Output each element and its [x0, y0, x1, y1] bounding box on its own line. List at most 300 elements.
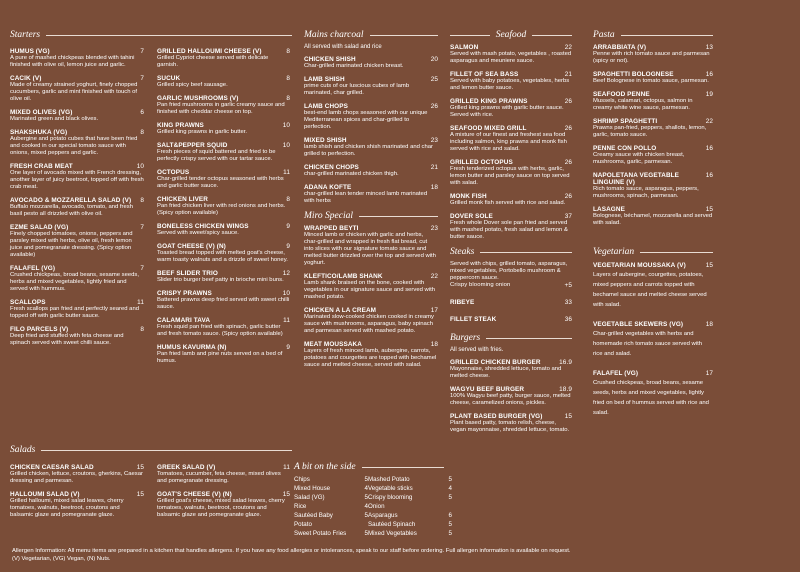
steaks-title: Steaks: [450, 247, 475, 257]
item-price: 18.9: [559, 386, 572, 393]
menu-item: [157, 344, 290, 365]
burgers-title: Burgers: [450, 333, 481, 343]
item-name: LASAGNE: [593, 206, 625, 213]
item-description: Grilled king prawns with garlic butter sauce. Served with rice.: [450, 105, 564, 118]
menu-item-row: [157, 122, 290, 129]
menu-item-row: [157, 169, 290, 176]
item-description: Grilled spicy beef sausage.: [157, 82, 228, 88]
item-price: 26: [430, 103, 438, 110]
item-price: 8: [140, 197, 144, 204]
item-name: FALAFEL (VG): [593, 370, 639, 377]
menu-item-row: [10, 163, 144, 170]
item-price: 26: [564, 159, 572, 166]
menu-item: [304, 76, 438, 97]
item-name: SCALLOPS: [10, 299, 46, 306]
menu-item-row: [304, 225, 438, 232]
side-item-price: 4: [364, 503, 368, 510]
menu-item-row: [304, 137, 438, 144]
menu-item: [157, 243, 290, 264]
item-name: GRILLED HALLOUMI CHEESE (V): [157, 48, 262, 55]
menu-item: [450, 299, 572, 306]
item-name: GARLIC MUSHROOMS (V): [157, 95, 239, 102]
menu-item-row: [450, 386, 572, 393]
menu-item: [10, 75, 144, 103]
menu-item: [593, 91, 713, 112]
menu-item-row: [10, 326, 144, 333]
item-name: MIXED SHISH: [304, 137, 347, 144]
item-price: 22: [430, 273, 438, 280]
item-price: 6: [140, 109, 144, 116]
menu-item: [10, 326, 144, 347]
salads-title: Salads: [10, 445, 36, 455]
item-price: 36: [564, 316, 572, 323]
item-description: Char-grilled marinated chicken breast.: [304, 63, 404, 69]
item-name: GRILLED OCTOPUS: [450, 159, 513, 166]
item-description: Char-grilled vegetables with herbs and homemade rich tomato sauce served with rice and salad.: [593, 331, 703, 357]
menu-item: [304, 307, 438, 335]
item-name: OCTOPUS: [157, 169, 190, 176]
item-description: Lamb shank braised on the bone, cooked with vegetables in our signature sauce and served with mashed potato.: [304, 280, 435, 300]
item-name: SALMON: [450, 44, 479, 51]
item-description: Char-grilled tender octopus seasoned with herbs and garlic butter sauce.: [157, 176, 284, 189]
item-description: Finely chopped tomatoes, onions, peppers and parsley mixed with herbs, olive oil, fresh lemon juice and pomegranate dressing. (Spicy option available): [10, 231, 133, 258]
item-name: SUCUK: [157, 75, 181, 82]
item-name: CHICKEN CHOPS: [304, 164, 359, 171]
item-name: CHICKEN A LA CREAM: [304, 307, 377, 314]
item-price: 7: [140, 75, 144, 82]
item-description: best-end lamb chops seasoned with our unique Mediterranean spices and char-grilled to perfection.: [304, 110, 428, 130]
item-description: Slider trio burger beef patty in brioche mini buns.: [157, 277, 284, 283]
item-name: SHRIMP SPAGHETTI: [593, 118, 658, 125]
item-description: Grilled Cypriot cheese served with delicate garnish.: [157, 55, 269, 68]
side-item-price: 5: [364, 494, 368, 501]
menu-item-row: [593, 369, 713, 378]
item-name: BONELESS CHICKEN WINGS: [157, 223, 249, 230]
item-price: 16: [705, 71, 713, 78]
side-item-name: Sweet Potato Fries: [294, 530, 347, 537]
item-description: 100% Wagyu beef patty, burger sauce, melted cheese, caramelized onions, pickles.: [450, 393, 571, 406]
menu-item-row: [450, 299, 572, 306]
menu-item: [157, 75, 290, 89]
item-description: Toasted bread topped with melted goat's cheese, warm toasty walnuts and a drizzle of sweet honey.: [157, 250, 288, 263]
pasta-title: Pasta: [593, 30, 615, 40]
menu-item: [304, 341, 438, 369]
side-item-price: 5: [364, 512, 368, 519]
vegetarian-title: Vegetarian: [593, 247, 635, 257]
item-description: Marinated slow-cooked chicken cooked in creamy sauce with mushrooms, asparagus, baby spinach and parmesan served with mashed potato.: [304, 314, 434, 334]
side-item-price: 5: [448, 476, 452, 483]
item-name: HUMUS (VG): [10, 48, 50, 55]
menu-item-row: [304, 273, 438, 280]
side-list: [294, 476, 452, 537]
menu-item: [450, 413, 572, 434]
side-item-name: Salad (VG): [294, 494, 325, 501]
item-name: GOAT CHEESE (V) (N): [157, 243, 226, 250]
menu-item-row: [304, 341, 438, 348]
menu-item-row: [450, 316, 572, 323]
item-name: LAMB CHOPS: [304, 103, 348, 110]
menu-item-row: [304, 184, 438, 191]
menu-item-row: [10, 109, 144, 116]
item-name: KLEFTICO/LAMB SHANK: [304, 273, 383, 280]
item-price: 10: [282, 122, 290, 129]
item-name: SPAGHETTI BOLOGNESE: [593, 71, 674, 78]
menu-item-row: [10, 491, 144, 498]
side-item-price: 5: [448, 494, 452, 501]
menu-item-row: [10, 265, 144, 272]
side-item-name: Sautéed Baby: [294, 512, 333, 519]
item-description: Buffalo mozzarella, avocado, tomato, and fresh basil pesto all drizzled with olive oil.: [10, 204, 134, 217]
item-name: BEEF SLIDER TRIO: [157, 270, 218, 277]
item-name: ADANA KOFTE: [304, 184, 352, 191]
menu-item-row: [450, 125, 572, 132]
item-price: 20: [430, 56, 438, 63]
item-price: 8: [140, 129, 144, 136]
menu-item: [304, 103, 438, 131]
menu-item-row: [10, 129, 144, 136]
menu-item: [157, 95, 290, 116]
item-price: 11: [283, 464, 290, 471]
menu-item: [304, 56, 438, 70]
burgers-note: All served with fries.: [450, 347, 504, 353]
seafood-section: [450, 30, 572, 440]
item-price: 22: [564, 44, 572, 51]
menu-item: [593, 206, 713, 227]
side-item-price: 6: [448, 512, 452, 519]
side-item-price: 5: [364, 530, 368, 537]
item-name: FALAFEL (VG): [10, 265, 56, 272]
item-description: Served with sweet/spicy sauce.: [157, 230, 239, 236]
item-description: char-grilled lean tender minced lamb marinated with herbs: [304, 191, 428, 204]
menu-item-row: [157, 142, 290, 149]
item-name: SALT&PEPPER SQUID: [157, 142, 228, 149]
menu-item-row: [304, 76, 438, 83]
side-item-name: Sautéed Spinach: [368, 521, 416, 528]
menu-item: [157, 196, 290, 217]
menu-item-row: [157, 491, 290, 498]
steaks-extra: Crispy blooming onion +5: [450, 282, 572, 289]
menu-item: [450, 159, 572, 187]
menu-item-row: [10, 75, 144, 82]
item-price: 15: [282, 491, 290, 498]
item-price: 11: [283, 169, 290, 176]
menu-item-row: [593, 206, 713, 213]
item-description: Crushed chickpeas, broad beans, sesame seeds, herbs and mixed vegetables, lightly fried on bed of hummus served with rice and salad.: [593, 380, 709, 416]
item-name: SHAKSHUKA (VG): [10, 129, 68, 136]
item-name: GOAT'S CHEESE (V) (N): [157, 491, 232, 498]
item-name: LAMB SHISH: [304, 76, 345, 83]
item-description: Bolognese, béchamel, mozzarella and served with salad.: [593, 213, 713, 226]
pasta-section: [593, 30, 713, 428]
menu-item: [593, 320, 713, 359]
item-name: CHICKEN CAESAR SALAD: [10, 464, 94, 471]
item-price: 15: [705, 206, 713, 213]
item-name: PLANT BASED BURGER (VG): [450, 413, 543, 420]
item-price: 15: [705, 262, 713, 269]
menu-item: [10, 299, 144, 320]
item-name: HUMUS KAVURMA (N): [157, 344, 227, 351]
item-price: 23: [430, 137, 438, 144]
item-price: 9: [286, 243, 290, 250]
menu-item-row: [157, 243, 290, 250]
salads-section: [10, 445, 292, 459]
item-price: 23: [430, 225, 438, 232]
menu-item: [157, 464, 290, 485]
item-name: EZME SALAD (VG): [10, 224, 69, 231]
menu-item-row: [593, 71, 713, 78]
menu-item: [10, 464, 144, 485]
item-price: 9: [286, 344, 290, 351]
side-section: [294, 462, 452, 537]
item-name: DOVER SOLE: [450, 213, 493, 220]
item-name: RIBEYE: [450, 299, 475, 306]
menu-item: [593, 261, 713, 310]
item-price: 16.9: [559, 359, 572, 366]
side-item-name: Asparagus: [368, 512, 398, 519]
miro-title: Miro Special: [304, 211, 353, 221]
menu-item: [10, 491, 144, 519]
menu-item-row: [10, 299, 144, 306]
menu-item-row: [157, 196, 290, 203]
item-price: 16: [705, 172, 713, 179]
item-name: FILLET STEAK: [450, 316, 497, 323]
item-price: 15: [136, 464, 144, 471]
side-item-price: 5: [448, 521, 452, 528]
starters-column-2: [157, 48, 290, 371]
item-price: 10: [282, 290, 290, 297]
item-price: 26: [564, 125, 572, 132]
menu-item: [450, 316, 572, 323]
item-price: 21: [430, 164, 438, 171]
allergen-footer: [12, 547, 792, 563]
side-item-price: 4: [364, 485, 368, 492]
allergen-line-1: Allergen Information: All menu items are prepared in a kitchen that handles allergens. If you have any food allergies or intolerances, speak to our staff before ordering. Full allergen information is available on request.: [12, 548, 571, 554]
menu-item-row: [450, 213, 572, 220]
menu-item: [593, 118, 713, 139]
menu-item: [157, 491, 290, 519]
item-name: HALLOUMI SALAD (V): [10, 491, 80, 498]
item-description: A pure of mashed chickpeas blended with tahini finished with olive oil, lemon juice and garlic.: [10, 55, 135, 68]
menu-item: [10, 224, 144, 259]
menu-item: [157, 317, 290, 338]
menu-item-row: [157, 95, 290, 102]
item-description: Marinated green and black olives.: [10, 116, 99, 122]
menu-item-row: [593, 91, 713, 98]
item-description: Pan fried lamb and pine nuts served on a bed of humus.: [157, 351, 283, 364]
menu-item: [450, 125, 572, 153]
item-name: VEGETARIAN MOUSSAKA (V): [593, 262, 686, 269]
menu-item-row: [10, 48, 144, 55]
menu-item: [157, 48, 290, 69]
menu-item: [450, 193, 572, 207]
menu-item: [593, 145, 713, 166]
item-description: Fresh pieces of squid battered and fried to be perfectly crispy served with our tartar sauce.: [157, 149, 276, 162]
side-item-price: [438, 503, 452, 510]
item-description: Mussels, calamari, octopus, salmon in creamy white wine sauce, parmesan.: [593, 98, 693, 111]
item-name: KING PRAWNS: [157, 122, 204, 129]
menu-item: [157, 142, 290, 163]
starters-column-1: [10, 48, 144, 353]
item-price: 26: [564, 193, 572, 200]
side-item-name: Vegetable sticks: [368, 485, 413, 492]
item-price: 15: [564, 413, 572, 420]
item-description: Grilled king prawns in garlic butter.: [157, 129, 248, 135]
menu-item-row: [157, 75, 290, 82]
menu-item-row: [593, 145, 713, 152]
item-price: 10: [136, 163, 144, 170]
item-name: GRILLED KING PRAWNS: [450, 98, 528, 105]
mains-note: All served with salad and rice: [304, 44, 382, 50]
menu-item-row: [10, 197, 144, 204]
menu-item: [157, 270, 290, 284]
item-price: 8: [140, 326, 144, 333]
menu-item: [10, 48, 144, 69]
item-price: 9: [286, 223, 290, 230]
mains-title: Mains charcoal: [304, 30, 364, 40]
item-price: 7: [140, 48, 144, 55]
item-price: 19: [705, 91, 713, 98]
menu-item-row: [157, 290, 290, 297]
item-name: CACIK (V): [10, 75, 42, 82]
item-price: 8: [286, 95, 290, 102]
menu-item: [450, 359, 572, 380]
seafood-title: Seafood: [495, 30, 527, 40]
menu-item: [304, 137, 438, 158]
side-item-price: 5: [364, 476, 368, 483]
menu-item-row: [157, 317, 290, 324]
menu-item-row: [450, 71, 572, 78]
item-description: Penne with rich tomato sauce and parmesan (spicy or not).: [593, 51, 710, 64]
side-item-name: Mashed Potato: [368, 476, 410, 483]
menu-item: [157, 290, 290, 311]
mains-section: [304, 30, 438, 375]
menu-item-row: [157, 344, 290, 351]
menu-item-row: [593, 118, 713, 125]
menu-item-row: [593, 320, 713, 329]
menu-item: [304, 164, 438, 178]
menu-item-row: [450, 413, 572, 420]
item-price: 8: [286, 196, 290, 203]
item-description: Beef Bolognese in tomato sauce, parmesan.: [593, 78, 709, 84]
item-name: FILO PARCELS (V): [10, 326, 69, 333]
item-description: Battered prawns deep fried served with sweet chilli sauce.: [157, 297, 290, 310]
item-description: Served with mash potato, vegetables , roasted asparagus and meuniere sauce.: [450, 51, 572, 64]
item-description: Made of creamy strained yoghurt, finely chopped cucumbers, garlic and mint finished with touch of olive oil.: [10, 82, 138, 102]
item-description: Fresh scallops pan fried and perfectly seared and topped off with garlic butter sauce.: [10, 306, 140, 319]
menu-item-row: [157, 464, 290, 471]
item-description: Grilled halloumi, mixed salad leaves, cherry tomatoes, walnuts, beetroot, croutons and balsamic glaze and pomegranate glaze.: [10, 498, 124, 518]
item-description: Fresh whole Dover sole pan fried and served with mashed potato, fresh salad and lemon & butter sauce.: [450, 220, 568, 240]
item-description: Prawns pan-fried, peppers, shallots, lemon, garlic, tomato sauce.: [593, 125, 707, 138]
item-price: 11: [137, 299, 144, 306]
allergen-line-2: (V) Vegetarian, (VG) Vegan, (N) Nuts.: [12, 556, 111, 562]
steaks-note: Served with chips, grilled tomato, asparagus, mixed vegetables, Portobello mushroom & peppercorn sauce.: [450, 261, 568, 281]
item-description: Fresh squid pan fried with spinach, garlic butter and fresh tomato sauce. (Spicy option available): [157, 324, 283, 337]
item-name: CHICKEN LIVER: [157, 196, 209, 203]
menu-item-row: [450, 44, 572, 51]
side-item-name: Potato: [294, 521, 312, 528]
item-description: Fresh tenderized octopus with herbs, garlic, lemon butter and parsley sauce on top served with salad.: [450, 166, 570, 186]
menu-item-row: [304, 164, 438, 171]
side-item-price: 4: [448, 485, 452, 492]
menu-item: [450, 44, 572, 65]
item-price: 33: [564, 299, 572, 306]
item-description: Rich tomato sauce, asparagus, peppers, mushrooms, spinach, parmesan.: [593, 186, 699, 199]
side-item-price: [354, 521, 368, 528]
side-title: A bit on the side: [294, 462, 356, 472]
item-description: Creamy sauce with chicken breast, mushrooms, garlic, parmesan.: [593, 152, 685, 165]
item-price: 12: [282, 270, 290, 277]
side-item-name: Mixed Vegetables: [368, 530, 417, 537]
item-name: SEAFOOD PENNE: [593, 91, 650, 98]
menu-item: [10, 109, 144, 123]
item-description: One layer of avocado mixed with French dressing, another layer of juicy beetroot, topped off with fresh crab meat.: [10, 170, 144, 190]
item-name: WRAPPED BEYTI: [304, 225, 359, 232]
menu-item-row: [593, 172, 713, 186]
menu-item: [450, 386, 572, 407]
menu-item: [593, 44, 713, 65]
item-price: 17: [430, 307, 438, 314]
menu-item: [450, 213, 572, 241]
menu-item: [10, 265, 144, 293]
item-name: CALAMARI TAVA: [157, 317, 211, 324]
item-price: 37: [564, 213, 572, 220]
item-name: SEAFOOD MIXED GRILL: [450, 125, 527, 132]
item-description: A mixture of our finest and freshest sea food including salmon, king prawns and monk fish served with rice and salad.: [450, 132, 567, 152]
item-price: 8: [286, 75, 290, 82]
menu-item: [10, 197, 144, 218]
menu-item: [10, 163, 144, 191]
item-price: 7: [140, 224, 144, 231]
item-description: char-grilled marinated chicken thigh.: [304, 171, 399, 177]
item-price: 8: [286, 48, 290, 55]
item-name: ARRABBIATA (V): [593, 44, 647, 51]
item-description: Pan fried chicken liver with red onions and herbs. (Spicy option available): [157, 203, 286, 216]
item-price: 16: [705, 145, 713, 152]
item-description: Aubergine and potato cubes that have been fried and cooked in our special tomato sauce with onions, mixed peppers and garlic.: [10, 136, 138, 156]
menu-item: [450, 98, 572, 119]
item-price: 18: [705, 321, 713, 328]
item-price: 21: [564, 71, 572, 78]
menu-item-row: [304, 56, 438, 63]
item-description: Served with baby potatoes, vegetables, herbs and lemon butter sauce.: [450, 78, 570, 91]
item-price: 11: [283, 317, 290, 324]
item-name: FILLET OF SEA BASS: [450, 71, 519, 78]
starters-title: Starters: [10, 30, 41, 40]
item-description: Grilled chicken, lettuce, croutons, gherkins, Caesar dressing and parmesan.: [10, 471, 143, 484]
item-name: GRILLED CHICKEN BURGER: [450, 359, 541, 366]
item-price: 10: [282, 142, 290, 149]
menu-item-row: [450, 98, 572, 105]
item-price: 18: [430, 341, 438, 348]
menu-item-row: [304, 103, 438, 110]
menu-item: [593, 369, 713, 418]
menu-item: [10, 129, 144, 157]
item-name: FRESH CRAB MEAT: [10, 163, 73, 170]
item-name: GREEK SALAD (V): [157, 464, 216, 471]
item-description: Grilled goat's cheese, mixed salad leaves, cherry tomatoes, walnuts, beetroot, croutons and balsamic glaze and pomegranate glaze.: [157, 498, 285, 518]
item-price: 13: [705, 44, 713, 51]
item-name: VEGETABLE SKEWERS (VG): [593, 321, 684, 328]
menu-item: [304, 225, 438, 267]
menu-item-row: [157, 270, 290, 277]
item-description: Deep fried and stuffed with feta cheese and spinach served with sweet chilli sauce.: [10, 333, 124, 346]
item-price: 7: [140, 265, 144, 272]
salads-column-2: [157, 464, 290, 525]
menu-item-row: [450, 193, 572, 200]
item-name: AVOCADO & MOZZARELLA SALAD (V): [10, 197, 132, 204]
item-description: Layers of fresh minced lamb, aubergine, carrots, potatoes and courgettes are topped with bechamel sauce and melted cheese, served with salad.: [304, 348, 437, 368]
